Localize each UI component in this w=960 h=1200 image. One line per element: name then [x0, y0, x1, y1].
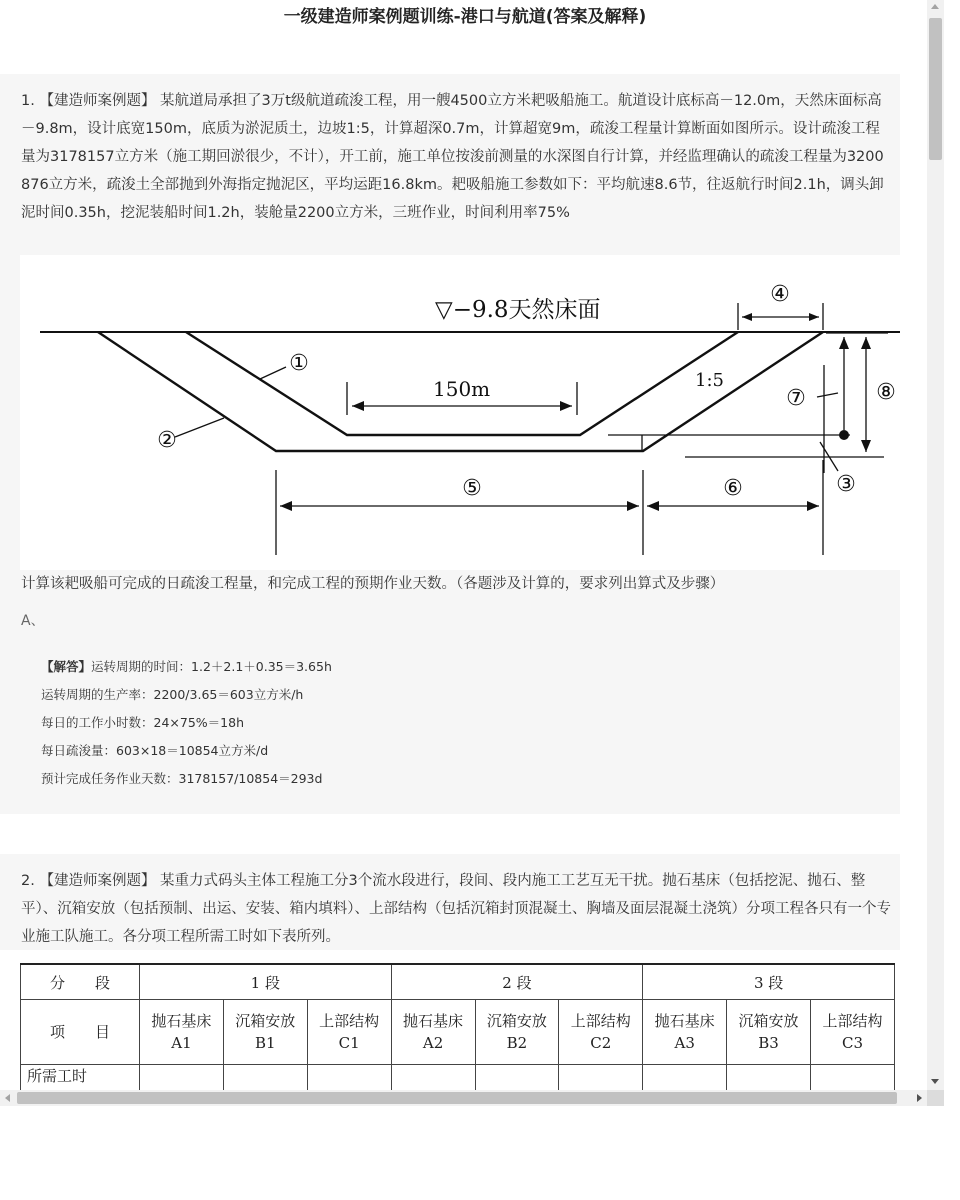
answer-line-3: 每日的工作小时数：24×75%＝18h: [41, 715, 244, 730]
table-item-c1: 上部结构 C1: [307, 1000, 391, 1065]
question-1-prompt: 计算该耙吸船可完成的日疏浚工程量，和完成工程的预期作业天数。（各题涉及计算的，要求列出算式及步骤）: [21, 576, 725, 592]
surface-label: ▽−9.8天然床面: [435, 297, 601, 323]
table-item-a3: 抛石基床 A3: [643, 1000, 727, 1065]
marker-7: ⑦: [786, 386, 806, 411]
vertical-scrollbar[interactable]: [927, 0, 944, 1090]
section-diagram: [20, 255, 900, 570]
table-header-hours: 所需工时: [21, 1065, 140, 1091]
table-segment-2: 2 段: [391, 964, 643, 1000]
answer-block: [41, 656, 332, 796]
marker-4: ④: [770, 282, 790, 307]
page-title: 一级建造师案例题训练-港口与航道(答案及解释): [283, 7, 647, 27]
scroll-up-arrow-icon[interactable]: [931, 4, 939, 9]
option-a-label: A、: [21, 613, 45, 629]
table-item-c3: 上部结构 C3: [811, 1000, 895, 1065]
table-item-a2: 抛石基床 A2: [391, 1000, 475, 1065]
scroll-left-arrow-icon[interactable]: [5, 1094, 10, 1102]
table-segment-3: 3 段: [643, 964, 895, 1000]
answer-line-2: 运转周期的生产率：2200/3.65＝603立方米/h: [41, 687, 304, 702]
answer-line-4: 每日疏浚量：603×18＝10854立方米/d: [41, 743, 269, 758]
marker-8: ⑧: [876, 380, 896, 405]
dredging-section-figure: [20, 255, 900, 570]
answer-line-5: 预计完成任务作业天数：3178157/10854＝293d: [41, 771, 323, 786]
width-label: 150m: [433, 377, 491, 401]
table-item-c2: 上部结构 C2: [559, 1000, 643, 1065]
horizontal-scroll-thumb[interactable]: [17, 1092, 897, 1104]
question-2-text: 2. 【建造师案例题】 某重力式码头主体工程施工分3个流水段进行，段间、段内施工工艺互无干扰。抛石基床（包括挖泥、抛石、整平）、沉箱安放（包括预制、出运、安装、箱内填料）、上部结构（包括沉箱封顶混凝土、胸墙及面层混凝土浇筑）分项工程各只有一个专业施工队施工。各分项工程所需工时如下表所列。: [21, 873, 891, 945]
horizontal-scrollbar[interactable]: [0, 1090, 927, 1106]
table-header-segment: 分 段: [21, 964, 140, 1000]
table-item-a1: 抛石基床 A1: [140, 1000, 224, 1065]
question-1-text: 1. 【建造师案例题】 某航道局承担了3万t级航道疏浚工程，用一艘4500立方米耙吸船施工。航道设计底标高－12.0m，天然床面标高－9.8m，设计底宽150m，底质为淤泥质土，边坡1:5，计算超深0.7m，计算超宽9m，疏浚工程量计算断面如图所示。设计疏浚工程量为3178157立方米（施工期回淤很少，不计），开工前，施工单位按浚前测量的水深图自行计算，并经监理确认的疏浚工程量为3200876立方米，疏浚土全部抛到外海指定抛泥区，平均运距16.8km。耙吸船施工参数如下：平均航速8.6节，往返航行时间2.1h，调头卸泥时间0.35h，挖泥装船时间1.2h，装舱量2200立方米，三班作业，时间利用率75%: [21, 93, 884, 221]
answer-line-1: 【解答】运转周期的时间：1.2＋2.1＋0.35＝3.65h: [41, 659, 332, 674]
marker-3: ③: [836, 472, 856, 497]
marker-5: ⑤: [462, 476, 482, 501]
marker-6: ⑥: [723, 476, 743, 501]
scroll-down-arrow-icon[interactable]: [931, 1079, 939, 1084]
table-header-item: 项 目: [21, 1000, 140, 1065]
table-item-b3: 沉箱安放 B3: [727, 1000, 811, 1065]
table-item-b2: 沉箱安放 B2: [475, 1000, 559, 1065]
elevation-dot: [839, 430, 849, 440]
answer-tag: 【解答】: [41, 659, 92, 674]
marker-1: ①: [289, 351, 309, 376]
marker-2: ②: [157, 428, 177, 453]
table-segment-1: 1 段: [140, 964, 392, 1000]
work-hours-table: [20, 963, 895, 1090]
scroll-right-arrow-icon[interactable]: [917, 1094, 922, 1102]
table-item-b1: 沉箱安放 B1: [223, 1000, 307, 1065]
slope-label: 1:5: [695, 370, 724, 391]
scrollbar-corner: [927, 1090, 944, 1106]
vertical-scroll-thumb[interactable]: [929, 18, 942, 160]
